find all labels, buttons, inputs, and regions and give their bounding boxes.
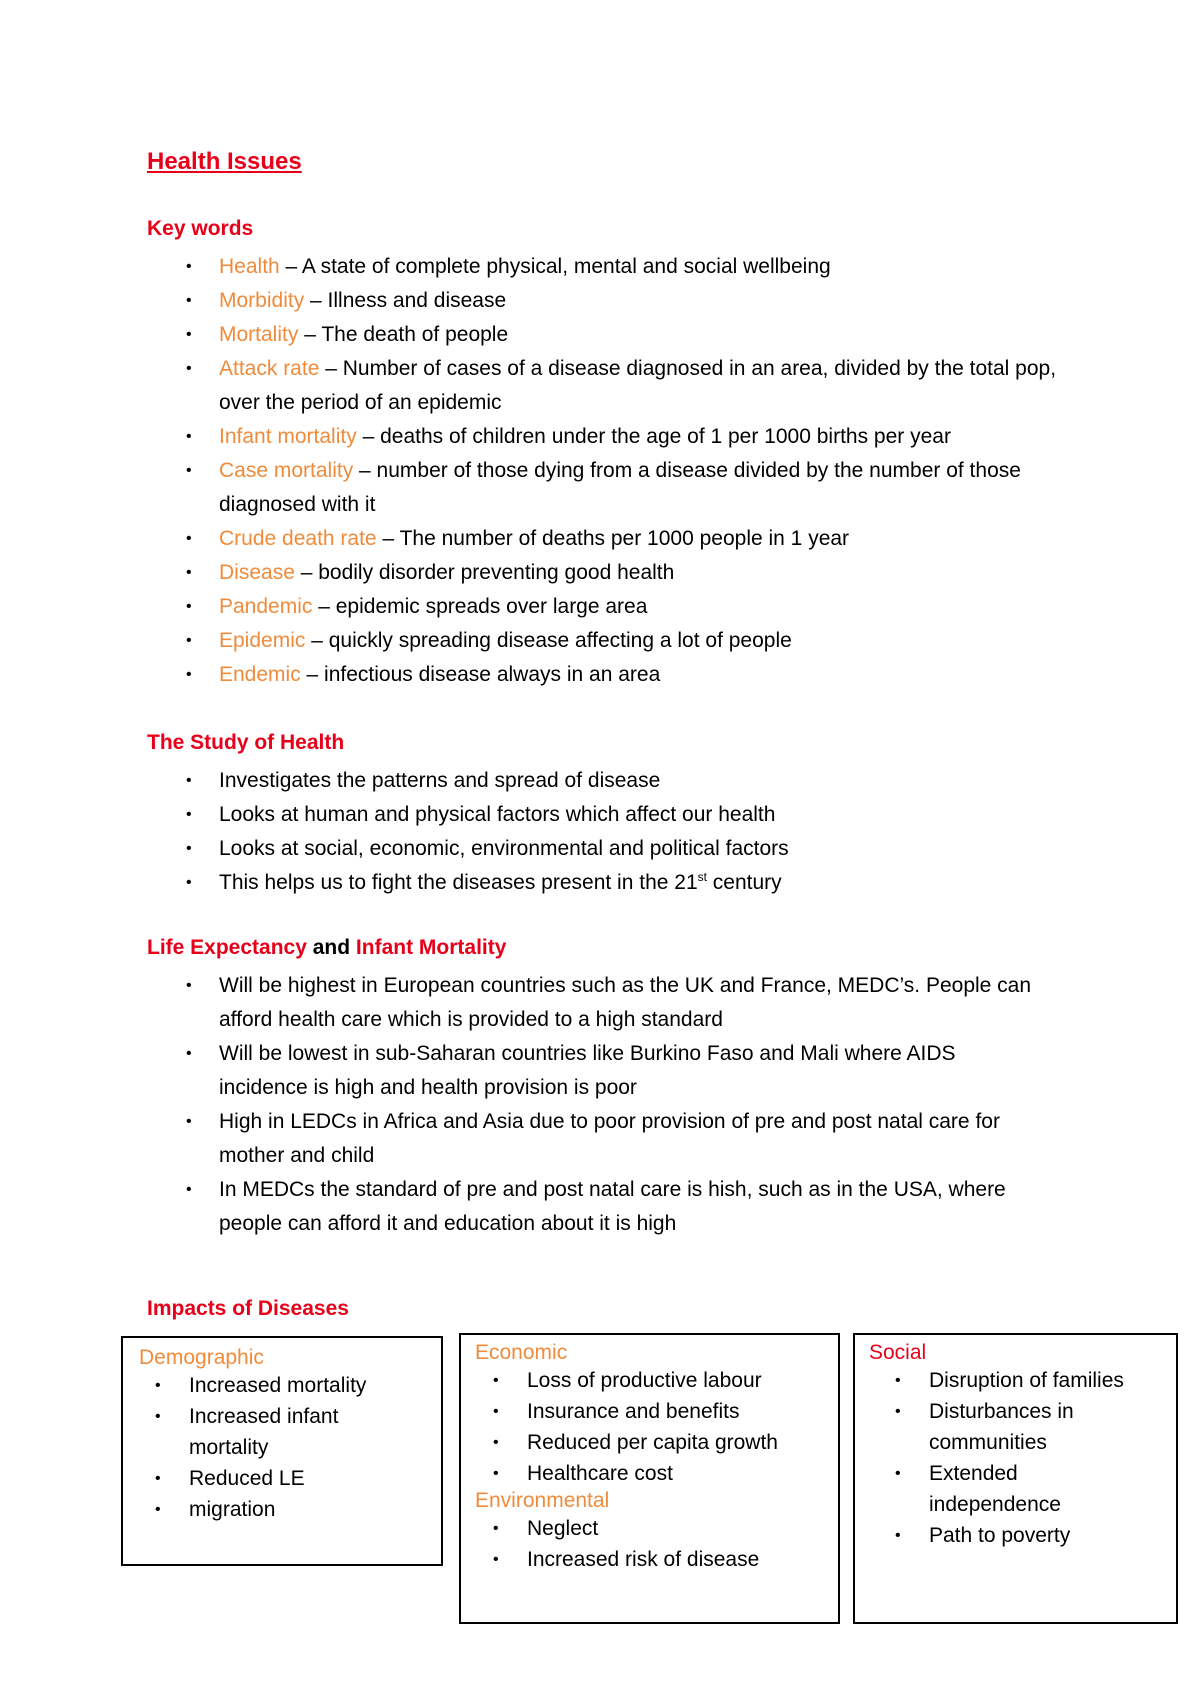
list-item: • Investigates the patterns and spread of disease bbox=[186, 764, 1086, 798]
term: Crude death rate bbox=[219, 527, 377, 550]
demographic-heading: Demographic bbox=[139, 1346, 264, 1369]
list-item: • Healthcare cost bbox=[489, 1458, 838, 1489]
social-box bbox=[853, 1333, 1178, 1624]
environmental-heading: Environmental bbox=[475, 1489, 610, 1512]
item-text-end: century bbox=[706, 871, 782, 894]
definition: – Number of cases of a disease diagnosed in an area, divided by the total pop, over the period of an epidemic bbox=[219, 357, 1057, 414]
life-heading-a: Life Expectancy bbox=[147, 936, 307, 959]
list-item: • Path to poverty bbox=[891, 1520, 1176, 1551]
list-item bbox=[186, 318, 1066, 352]
list-item: • In MEDCs the standard of pre and post natal care is hish, such as in the USA, where people can afford it and education about it is high bbox=[186, 1173, 1046, 1241]
definition: – number of those dying from a disease divided by the number of those diagnosed with it bbox=[219, 459, 1021, 516]
list-item: • Increased infant mortality bbox=[151, 1401, 379, 1463]
item-text: This helps us to fight the diseases present in the 21 bbox=[219, 871, 698, 894]
term: Attack rate bbox=[219, 357, 320, 380]
life-heading bbox=[147, 936, 506, 960]
definition: – The death of people bbox=[298, 323, 509, 346]
term: Infant mortality bbox=[219, 425, 357, 448]
list-item bbox=[186, 522, 1066, 556]
economic-list bbox=[475, 1365, 838, 1489]
definition: – Illness and disease bbox=[304, 289, 507, 312]
social-list bbox=[869, 1365, 1176, 1551]
term: Disease bbox=[219, 561, 295, 584]
list-item: • Disruption of families bbox=[891, 1365, 1176, 1396]
definition: – deaths of children under the age of 1 per 1000 births per year bbox=[356, 425, 951, 448]
list-item bbox=[186, 556, 1066, 590]
list-item: • Looks at human and physical factors which affect our health bbox=[186, 798, 1086, 832]
list-item: • migration bbox=[151, 1494, 441, 1525]
term: Mortality bbox=[219, 323, 299, 346]
definition: – bodily disorder preventing good health bbox=[294, 561, 675, 584]
list-item: • Loss of productive labour bbox=[489, 1365, 838, 1396]
demographic-box bbox=[121, 1336, 443, 1566]
demographic-list bbox=[139, 1370, 441, 1525]
list-item: • Insurance and benefits bbox=[489, 1396, 838, 1427]
study-heading: The Study of Health bbox=[147, 731, 345, 754]
impacts-heading: Impacts of Diseases bbox=[147, 1297, 349, 1320]
term: Epidemic bbox=[219, 629, 306, 652]
list-item: • Increased risk of disease bbox=[489, 1544, 838, 1575]
definition: – quickly spreading disease affecting a lot of people bbox=[305, 629, 792, 652]
life-heading-and: and bbox=[306, 936, 356, 959]
list-item: • Increased mortality bbox=[151, 1370, 441, 1401]
list-item: • Will be highest in European countries such as the UK and France, MEDC’s. People can afford health care which is provided to a high standard bbox=[186, 969, 1046, 1037]
economic-heading: Economic bbox=[475, 1341, 568, 1364]
definition: – epidemic spreads over large area bbox=[312, 595, 648, 618]
list-item bbox=[186, 590, 1066, 624]
list-item bbox=[186, 250, 1066, 284]
term: Health bbox=[219, 255, 280, 278]
life-list bbox=[186, 969, 1046, 1241]
definition: – A state of complete physical, mental and social wellbeing bbox=[279, 255, 831, 278]
list-item: • High in LEDCs in Africa and Asia due to poor provision of pre and post natal care for mother and child bbox=[186, 1105, 1046, 1173]
economic-environmental-box bbox=[459, 1333, 840, 1624]
life-heading-b: Infant Mortality bbox=[355, 936, 507, 959]
study-list bbox=[186, 764, 1086, 900]
list-item: • Will be lowest in sub-Saharan countries like Burkino Faso and Mali where AIDS incidence is high and health provision is poor bbox=[186, 1037, 1046, 1105]
page-title: Health Issues bbox=[147, 148, 302, 175]
key-words-heading: Key words bbox=[147, 217, 254, 240]
list-item: • Reduced per capita growth bbox=[489, 1427, 838, 1458]
list-item: • Reduced LE bbox=[151, 1463, 441, 1494]
definition: – The number of deaths per 1000 people in 1 year bbox=[376, 527, 850, 550]
list-item: • Looks at social, economic, environmental and political factors bbox=[186, 832, 1086, 866]
environmental-list bbox=[475, 1513, 838, 1575]
ordinal-suffix: st bbox=[697, 870, 707, 884]
list-item bbox=[186, 420, 1066, 454]
term: Endemic bbox=[219, 663, 301, 686]
list-item: • Extended independence bbox=[891, 1458, 1129, 1520]
list-item: • Disturbances in communities bbox=[891, 1396, 1129, 1458]
list-item bbox=[186, 658, 1066, 692]
term: Case mortality bbox=[219, 459, 354, 482]
key-words-list bbox=[186, 250, 1066, 692]
social-heading: Social bbox=[869, 1341, 927, 1364]
definition: – infectious disease always in an area bbox=[300, 663, 661, 686]
list-item: • Neglect bbox=[489, 1513, 838, 1544]
list-item bbox=[186, 352, 1066, 420]
list-item bbox=[186, 454, 1066, 522]
list-item bbox=[186, 624, 1066, 658]
term: Pandemic bbox=[219, 595, 313, 618]
list-item bbox=[186, 866, 1086, 900]
list-item bbox=[186, 284, 1066, 318]
term: Morbidity bbox=[219, 289, 305, 312]
